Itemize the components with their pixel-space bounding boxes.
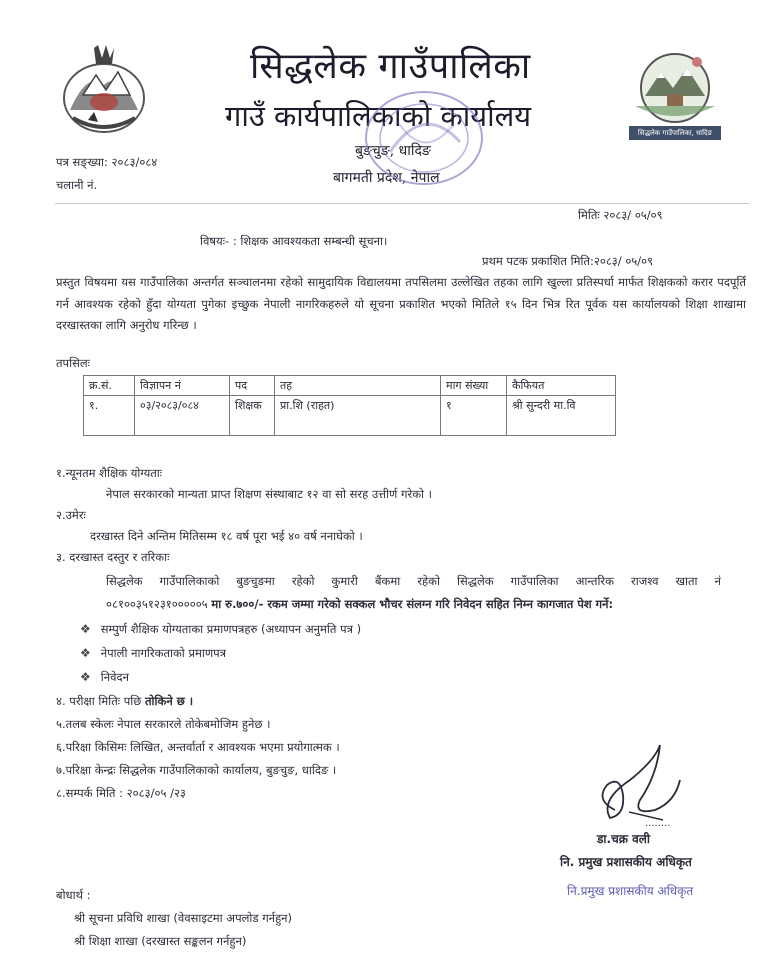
office-title: गाउँ कार्यपालिकाको कार्यालय [225,99,532,133]
table-cell: शिक्षक [230,396,275,436]
table-label: तपसिलः [56,356,90,370]
signatory-designation: नि. प्रमुख प्रशासकीय अधिकृत [560,855,692,869]
section-6: ६.परिक्षा किसिमः लिखित, अन्तर्वार्ता र आवश्यक भएमा प्रयोगात्मक । [56,740,340,754]
list-item: ❖ सम्पुर्ण शैक्षिक योग्यताका प्रमाणपत्रहरु (अध्यापन अनुमति पत्र ) [80,622,362,636]
designation-stamp: नि.प्रमुख प्रशासकीय अधिकृत [567,884,694,898]
diamond-bullet-icon: ❖ [80,646,91,660]
section-3-line-2 [106,597,613,612]
section-8: ८.सम्पर्क मिति : २०८३/०५ /२३ [56,786,186,800]
table-cell: श्री सुन्दरी मा.वि [507,396,616,436]
svg-text:........: ........ [645,818,671,829]
section-1-title: १.न्यूनतम शैक्षिक योग्यताः [56,466,163,480]
patra-sankhya: पत्र सङ्ख्या: २०८३/०८४ [56,155,158,169]
table-cell: प्रा.शि (राहत) [275,396,441,436]
table-row [84,396,616,436]
subject: विषयः- : शिक्षक आवश्यकता सम्बन्धी सूचना। [200,234,388,248]
official-seal-stamp-icon [350,82,498,192]
section-3-title: ३. दरखास्त दस्तुर र तरिकाः [56,550,170,564]
account-number: ०८१००३५१२३१०००००५ [106,597,208,611]
table-header-cell: क्र.सं. [84,376,135,396]
fee-text: मा रु.७००/- रकम जम्मा गरेको सक्कल भौचर संलग्न गरि निवेदन सहित निम्न कागजात पेश गर्ने: [211,597,614,611]
municipality-title: सिद्धलेक गाउँपालिका [250,46,531,87]
section-4: ४. परीक्षा मितिः पछि तोकिने छ । [56,694,194,708]
list-item: ❖ नेपाली नागरिकताको प्रमाणपत्र [80,646,227,660]
location-line: बुङचुङ, धादिङ [355,143,431,159]
date: मितिः २०८३/ ०५/०९ [578,208,663,222]
bodhartha-title: बोधार्थ : [56,888,91,902]
table-cell: १. [84,396,135,436]
table-header-cell: विज्ञापन नं [135,376,230,396]
table-header-cell: तह [275,376,441,396]
diamond-bullet-icon: ❖ [80,670,91,684]
chalani-number: चलानी नं. [56,178,98,192]
table-header-cell: माग संख्या [441,376,507,396]
logo-caption: सिद्धलेक गाउँपालिका, धादिङ [629,126,721,140]
diamond-bullet-icon: ❖ [80,622,91,636]
table-cell: ०३/२०८३/०८४ [135,396,230,436]
list-item: ❖ निवेदन [80,670,130,684]
table-header-row [84,376,616,396]
municipality-logo-icon [625,46,725,142]
table-cell: १ [441,396,507,436]
section-2-title: २.उमेरः [56,508,86,522]
section-5: ५.तलब स्केलः नेपाल सरकारले तोकेबमोजिम हुनेछ । [56,717,271,731]
signature-icon [585,740,695,830]
section-1-text: नेपाल सरकारको मान्यता प्राप्त शिक्षण संस्थाबाट १२ वा सो सरह उत्तीर्ण गरेको । [106,487,433,501]
signatory-name: डा.चक्र वली [597,832,651,846]
body-paragraph: प्रस्तुत विषयमा यस गाउँपालिका अन्तर्गत सञ्चालनमा रहेको सामुदायिक विद्यालयमा तपसिलमा उल्लेखित तहका लागि खुल्ला प्रतिस्पर्धा मार्फत शिक्षकको करार पदपूर्ति गर्न आवश्यक रहेको हुँदा योग्यता पुगेका इच्छुक नेपाली नागरिकहरुले यो सूचना प्रकाशित भएको मितिले १५ दिन भित्र रित पूर्वक यस कार्यालयको शिक्षा शाखामा दरखास्तका लागि अनुरोध गरिन्छ । [56,275,746,332]
first-published-date: प्रथम पटक प्रकाशित मिति:२०८३/ ०५/०९ [482,254,654,268]
section-3-line-1: सिद्धलेक गाउँपालिकाको बुङचुङमा रहेको कुमारी बैंकमा रहेको सिद्धलेक गाउँपालिका आन्तरिक राजश्व खाता नं [106,574,721,588]
vacancy-table [83,375,616,436]
table-header-cell: कैफियत [507,376,616,396]
section-2-text: दरखास्त दिने अन्तिम मितिसम्म १८ वर्ष पूरा भई ४० वर्ष ननाघेको । [90,529,363,543]
bodhartha-item: श्री शिक्षा शाखा (दरखास्त सङ्कलन गर्नहुन) [74,934,247,948]
section-7: ७.परिक्षा केन्द्रः सिद्धलेक गाउँपालिकाको कार्यालय, बुङचुङ, धादिङ । [56,763,337,777]
province-line: बागमती प्रदेश, नेपाल [333,170,440,186]
header-divider [55,203,750,204]
bodhartha-item: श्री सूचना प्रविधि शाखा (वेवसाइटमा अपलोड गर्नहुन) [74,911,293,925]
table-header-cell: पद [230,376,275,396]
government-emblem-icon [58,40,150,136]
